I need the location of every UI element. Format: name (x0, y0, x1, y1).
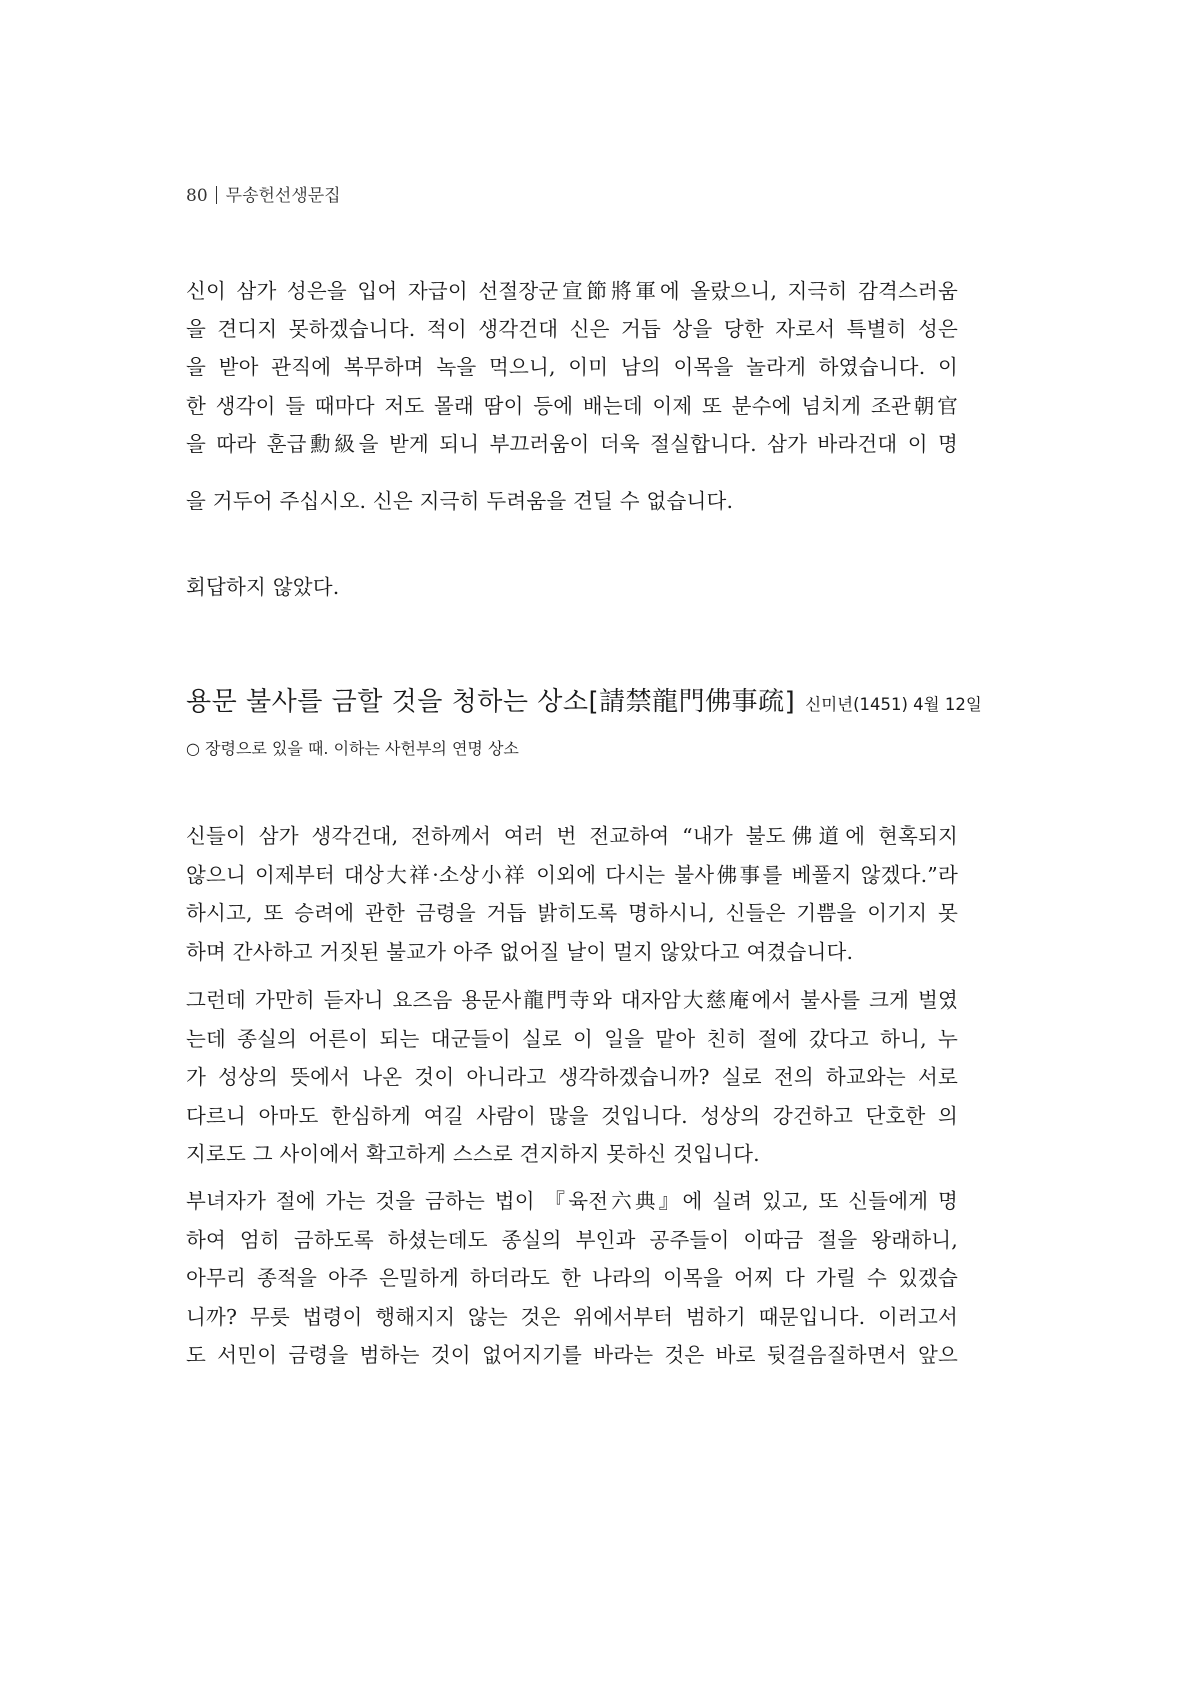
section-note: ○ 장령으로 있을 때. 이하는 사헌부의 연명 상소 (186, 739, 519, 758)
book-title: 무송헌선생문집 (225, 186, 341, 206)
text-line: 는데 종실의 어른이 되는 대군들이 실로 이 일을 맡아 친히 절에 갔다고 하니, 누 (186, 1027, 958, 1051)
text-line: 지로도 그 사이에서 확고하게 스스로 견지하지 못하신 것입니다. (186, 1142, 760, 1166)
text-line: 니까? 무릇 법령이 행해지지 않는 것은 위에서부터 범하기 때문입니다. 이러고서 (186, 1305, 958, 1329)
header-divider (216, 186, 217, 204)
text-line: 하여 엄히 금하도록 하셨는데도 종실의 부인과 공주들이 이따금 절을 왕래하니, (186, 1228, 958, 1252)
text-line: 신이 삼가 성은을 입어 자급이 선절장군宣節將軍에 올랐으니, 지극히 감격스러움 (186, 279, 958, 303)
section-date: 신미년(1451) 4월 12일 (805, 695, 982, 714)
text-line: 부녀자가 절에 가는 것을 금하는 법이 『육전六典』에 실려 있고, 또 신들에게 명 (186, 1189, 958, 1213)
text-line: 그런데 가만히 듣자니 요즈음 용문사龍門寺와 대자암大慈庵에서 불사를 크게 벌였 (186, 988, 958, 1012)
text-line: 하시고, 또 승려에 관한 금령을 거듭 밝히도록 명하시니, 신들은 기쁨을 이기지 못 (186, 901, 958, 925)
text-line: 을 따라 훈급勳級을 받게 되니 부끄러움이 더욱 절실합니다. 삼가 바라건대 이 명 (186, 432, 958, 456)
text-line: 을 받아 관직에 복무하며 녹을 먹으니, 이미 남의 이목을 놀라게 하였습니다. 이 (186, 355, 958, 379)
reply-text: 회답하지 않았다. (186, 575, 340, 599)
running-header (186, 186, 341, 206)
text-line: 하며 간사하고 거짓된 불교가 아주 없어질 날이 멀지 않았다고 여겼습니다. (186, 940, 854, 964)
text-line: 아무리 종적을 아주 은밀하게 하더라도 한 나라의 이목을 어찌 다 가릴 수 있겠습 (186, 1266, 958, 1290)
page-number: 80 (186, 186, 208, 206)
text-line: 한 생각이 들 때마다 저도 몰래 땀이 등에 배는데 이제 또 분수에 넘치게 조관朝官 (186, 394, 958, 418)
text-line: 신들이 삼가 생각건대, 전하께서 여러 번 전교하여 “내가 불도佛道에 현혹되지 (186, 824, 958, 848)
text-line: 을 견디지 못하겠습니다. 적이 생각건대 신은 거듭 상을 당한 자로서 특별히 성은 (186, 317, 958, 341)
section-title (186, 685, 982, 722)
text-line: 않으니 이제부터 대상大祥·소상小祥 이외에 다시는 불사佛事를 베풀지 않겠다.”라 (186, 863, 958, 887)
text-line: 가 성상의 뜻에서 나온 것이 아니라고 생각하겠습니까? 실로 전의 하교와는 서로 (186, 1065, 958, 1089)
text-line: 을 거두어 주십시오. 신은 지극히 두려움을 견딜 수 없습니다. (186, 489, 734, 513)
section-title-text: 용문 불사를 금할 것을 청하는 상소[請禁龍門佛事疏] (186, 687, 796, 717)
text-line: 도 서민이 금령을 범하는 것이 없어지기를 바라는 것은 바로 뒷걸음질하면서 앞으 (186, 1343, 958, 1367)
text-line: 다르니 아마도 한심하게 여길 사람이 많을 것입니다. 성상의 강건하고 단호한 의 (186, 1104, 958, 1128)
